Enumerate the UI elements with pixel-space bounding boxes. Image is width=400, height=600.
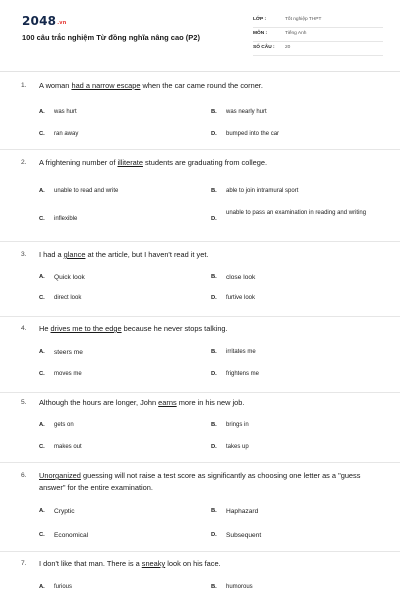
option-text: unable to pass an examination in reading and writing bbox=[226, 210, 367, 216]
option-text: furtive look bbox=[226, 295, 256, 301]
underlined-phrase: glance bbox=[63, 250, 86, 259]
option-letter: A. bbox=[39, 274, 45, 280]
underlined-phrase: illiterate bbox=[117, 158, 143, 167]
option-text: makes out bbox=[54, 444, 82, 450]
option-text: takes up bbox=[226, 444, 249, 450]
question-text bbox=[39, 323, 379, 335]
question-number: 6. bbox=[21, 472, 27, 479]
underlined-phrase: Unorganized bbox=[39, 471, 81, 480]
option-letter: D. bbox=[211, 532, 217, 538]
option-text: direct look bbox=[54, 295, 82, 301]
question-text bbox=[39, 249, 379, 261]
question-2 bbox=[0, 150, 400, 242]
question-text-post: because he never stops talking. bbox=[121, 324, 228, 333]
option-text: gets on bbox=[54, 422, 74, 428]
question-text-post: look on his face. bbox=[165, 559, 221, 568]
meta-row-grade bbox=[253, 14, 383, 28]
question-7 bbox=[0, 552, 400, 600]
option-letter: C. bbox=[39, 371, 45, 377]
question-number: 4. bbox=[21, 325, 27, 332]
meta-key: LỚP : bbox=[253, 17, 267, 22]
question-text bbox=[39, 157, 379, 169]
option-letter: C. bbox=[39, 216, 45, 222]
option-text: Economical bbox=[54, 532, 89, 539]
question-number: 2. bbox=[21, 159, 27, 166]
site-logo[interactable] bbox=[22, 14, 67, 28]
question-text-post: more in his new job. bbox=[176, 398, 245, 407]
option-text: frightens me bbox=[226, 371, 260, 377]
option-text: was nearly hurt bbox=[226, 109, 267, 115]
question-4 bbox=[0, 317, 400, 393]
question-text bbox=[39, 470, 377, 494]
option-text: furious bbox=[54, 584, 73, 590]
question-6 bbox=[0, 463, 400, 552]
option-letter: B. bbox=[211, 349, 217, 355]
option-text: Quick look bbox=[54, 274, 85, 281]
option-text: irritates me bbox=[226, 349, 256, 355]
option-letter: C. bbox=[39, 444, 45, 450]
meta-row-subject bbox=[253, 28, 383, 42]
question-5 bbox=[0, 393, 400, 463]
option-text: bumped into the car bbox=[226, 131, 280, 137]
option-letter: B. bbox=[211, 109, 217, 115]
question-text-pre: I don't like that man. There is a bbox=[39, 559, 142, 568]
option-text: moves me bbox=[54, 371, 82, 377]
option-letter: D. bbox=[211, 131, 217, 137]
option-text: was hurt bbox=[54, 109, 77, 115]
meta-value: 20 bbox=[285, 45, 291, 50]
question-text-pre: I had a bbox=[39, 250, 64, 259]
option-text: able to join intramural sport bbox=[226, 188, 299, 194]
question-number: 3. bbox=[21, 251, 27, 258]
option-text: brings in bbox=[226, 422, 249, 428]
question-text-pre: Although the hours are longer, John bbox=[39, 398, 159, 407]
option-letter: B. bbox=[211, 188, 217, 194]
document-header bbox=[0, 0, 400, 72]
option-letter: C. bbox=[39, 131, 45, 137]
underlined-phrase: sneaky bbox=[141, 559, 166, 568]
underlined-phrase: had a narrow escape bbox=[71, 81, 141, 90]
option-text: Cryptic bbox=[54, 508, 75, 515]
question-text bbox=[39, 558, 379, 570]
logo-text: 2048 bbox=[22, 14, 57, 28]
meta-row-count bbox=[253, 42, 383, 56]
meta-key: SỐ CÂU : bbox=[253, 45, 275, 50]
option-letter: B. bbox=[211, 274, 217, 280]
underlined-phrase: drives me to the edge bbox=[50, 324, 122, 333]
option-text: humorous bbox=[226, 584, 253, 590]
question-text-post: guessing will not raise a test score as significantly as choosing one letter as a "guess answer" for the entire examination. bbox=[39, 471, 361, 492]
question-1 bbox=[0, 72, 400, 150]
question-text-pre: A woman bbox=[39, 81, 72, 90]
question-number: 1. bbox=[21, 82, 27, 89]
option-letter: D. bbox=[211, 216, 217, 222]
meta-value: Tiếng Anh bbox=[285, 31, 307, 36]
question-text-pre: A frightening number of bbox=[39, 158, 118, 167]
option-letter: A. bbox=[39, 349, 45, 355]
question-number: 7. bbox=[21, 560, 27, 567]
question-text bbox=[39, 80, 379, 92]
meta-key: MÔN : bbox=[253, 31, 268, 36]
option-text: unable to read and write bbox=[54, 188, 119, 194]
document-title: 100 câu trắc nghiệm Từ đồng nghĩa nâng cao (P2) bbox=[22, 33, 200, 42]
option-letter: C. bbox=[39, 532, 45, 538]
option-letter: D. bbox=[211, 444, 217, 450]
question-text-post: when the car came round the corner. bbox=[140, 81, 263, 90]
option-letter: B. bbox=[211, 508, 217, 514]
option-text: close look bbox=[226, 274, 256, 281]
option-letter: A. bbox=[39, 508, 45, 514]
question-number: 5. bbox=[21, 399, 27, 406]
option-letter: A. bbox=[39, 188, 45, 194]
option-text: inflexible bbox=[54, 216, 78, 222]
option-letter: B. bbox=[211, 422, 217, 428]
option-text: Subsequent bbox=[226, 532, 262, 539]
option-letter: D. bbox=[211, 295, 217, 301]
question-text-pre: He bbox=[39, 324, 51, 333]
question-3 bbox=[0, 242, 400, 317]
underlined-phrase: earns bbox=[158, 398, 177, 407]
question-text bbox=[39, 397, 379, 409]
question-text-post: students are graduating from college. bbox=[142, 158, 268, 167]
option-text: ran away bbox=[54, 131, 79, 137]
option-letter: D. bbox=[211, 371, 217, 377]
option-letter: A. bbox=[39, 109, 45, 115]
logo-suffix: .vn bbox=[57, 20, 67, 26]
option-letter: A. bbox=[39, 584, 45, 590]
option-text: steers me bbox=[54, 349, 83, 356]
question-text-post: at the article, but I haven't read it yet. bbox=[85, 250, 209, 259]
option-text: Haphazard bbox=[226, 508, 259, 515]
meta-value: Tốt nghiệp THPT bbox=[285, 17, 322, 22]
option-letter: A. bbox=[39, 422, 45, 428]
option-letter: C. bbox=[39, 295, 45, 301]
option-letter: B. bbox=[211, 584, 217, 590]
